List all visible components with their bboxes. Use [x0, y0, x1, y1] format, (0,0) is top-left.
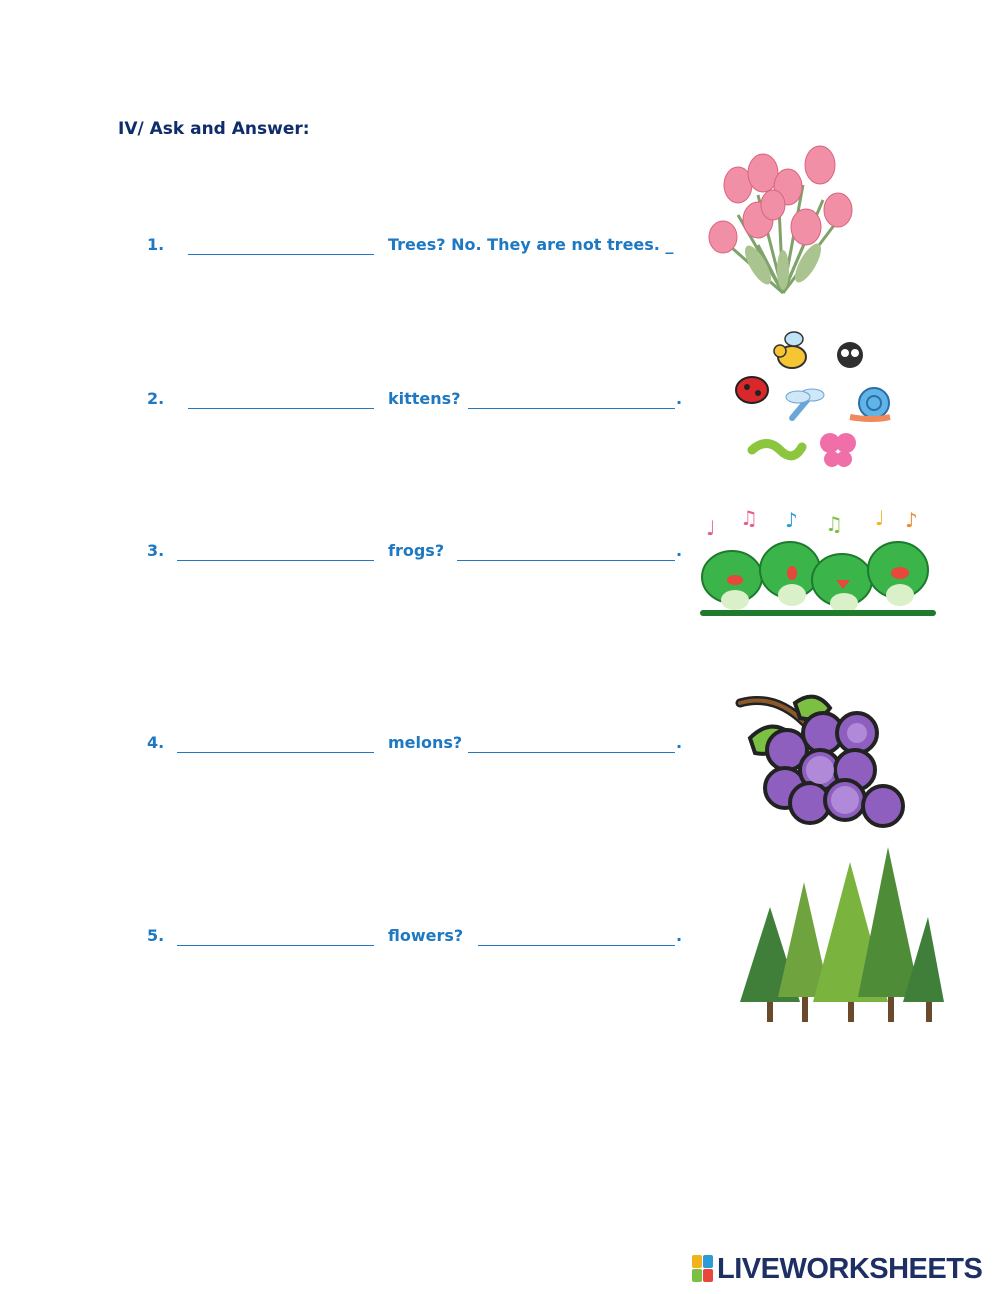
answer-blank[interactable] [468, 389, 675, 409]
worm-icon [752, 444, 802, 456]
svg-text:♩: ♩ [706, 516, 716, 540]
svg-text:♪: ♪ [785, 508, 798, 532]
svg-text:♫: ♫ [825, 512, 843, 536]
sentence-end: . [676, 389, 683, 408]
question-5 [147, 926, 687, 950]
question-number: 1. [147, 235, 165, 254]
answer-blank[interactable] [177, 733, 374, 753]
question-text: Trees? No. They are not trees. _ [388, 235, 674, 254]
question-number: 2. [147, 389, 165, 408]
answer-blank[interactable] [188, 235, 374, 255]
question-3 [147, 541, 687, 565]
logo-text: LIVEWORKSHEETS [717, 1252, 983, 1285]
question-number: 4. [147, 733, 165, 752]
pine-trees-image [738, 847, 944, 1025]
ladybug-icon [736, 377, 768, 403]
question-text: melons? [388, 733, 463, 752]
logo-mark-icon [692, 1255, 714, 1283]
dragonfly-icon [786, 388, 824, 422]
answer-blank[interactable] [468, 733, 675, 753]
question-1 [147, 235, 687, 259]
question-text: kittens? [388, 389, 461, 408]
liveworksheets-logo [692, 1252, 982, 1286]
question-number: 3. [147, 541, 165, 560]
svg-text:♫: ♫ [740, 506, 758, 530]
question-2 [147, 389, 687, 413]
question-text: frogs? [388, 541, 445, 560]
snail-icon [850, 388, 890, 419]
answer-blank[interactable] [478, 926, 675, 946]
music-notes-icon [706, 506, 918, 540]
svg-text:♪: ♪ [905, 508, 918, 532]
insects-image [722, 325, 902, 475]
answer-blank[interactable] [177, 541, 374, 561]
answer-blank[interactable] [457, 541, 675, 561]
sentence-end: . [676, 926, 683, 945]
spider-icon [837, 342, 863, 368]
sentence-end: . [676, 541, 683, 560]
bee-icon [774, 332, 806, 368]
sentence-end: . [676, 733, 683, 752]
grapes-image [735, 688, 910, 830]
question-text: flowers? [388, 926, 464, 945]
singing-frogs-image [700, 505, 936, 620]
answer-blank[interactable] [188, 389, 374, 409]
butterfly-icon [820, 433, 856, 467]
svg-text:♩: ♩ [875, 506, 885, 530]
question-4 [147, 733, 687, 757]
page-title: IV/ Ask and Answer: [118, 119, 310, 139]
tulip-bouquet-image [698, 145, 863, 297]
question-number: 5. [147, 926, 165, 945]
answer-blank[interactable] [177, 926, 374, 946]
